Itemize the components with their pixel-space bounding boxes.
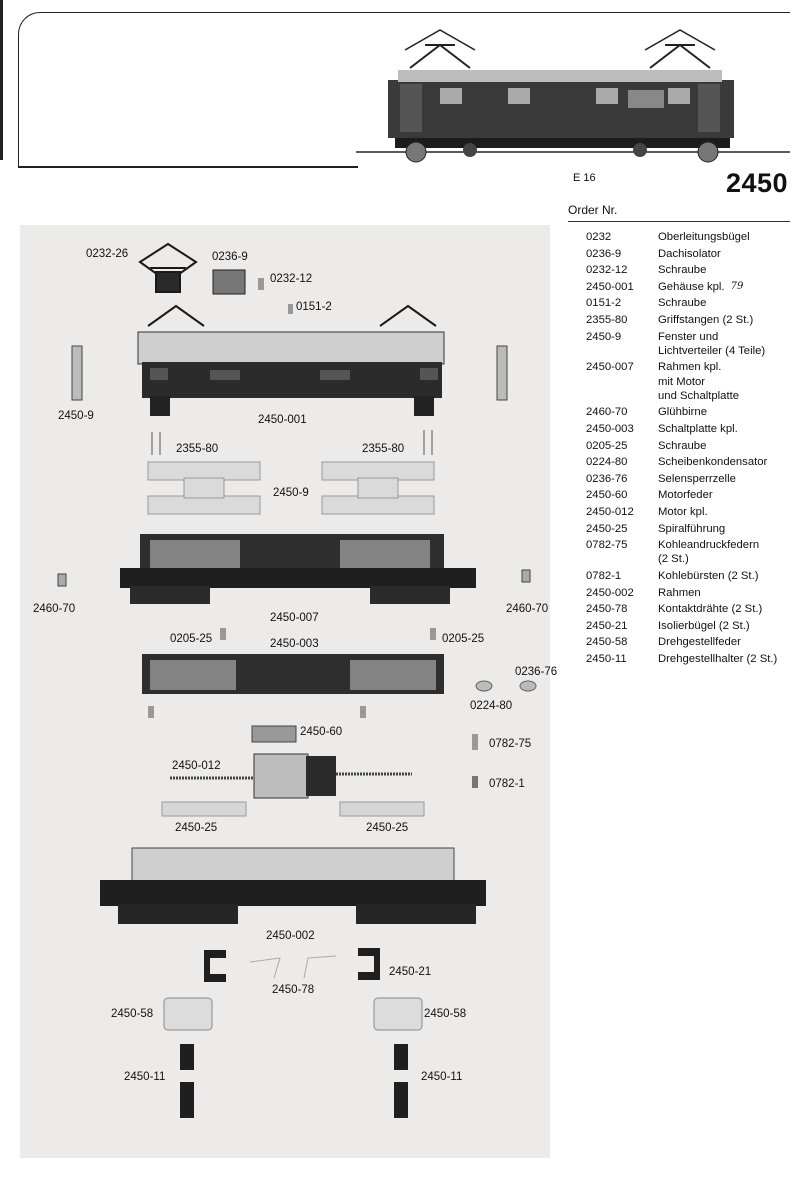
spiral-guide-part (340, 802, 424, 816)
label-2355-80: 2355-80 (176, 443, 219, 455)
label-2450-9: 2450-9 (273, 487, 309, 499)
capacitor-part (476, 681, 492, 691)
handwritten-note: 79 (730, 280, 744, 292)
circuit-board-part (142, 654, 444, 694)
part-number: 2450-002 (586, 586, 634, 599)
part-number: 2450-60 (586, 489, 628, 502)
roof-insulator-part (213, 270, 245, 294)
order-number: 2450 (726, 168, 789, 198)
screw-part (288, 304, 293, 314)
label-0232-26: 0232-26 (86, 248, 129, 260)
part-description: Scheibenkondensator (658, 456, 768, 469)
part-description: Griffstangen (2 St.) (658, 313, 754, 326)
screw-part (148, 706, 154, 718)
part-description: Fenster und Lichtverteiler (4 Teile) (658, 330, 766, 357)
label-0205-25: 0205-25 (170, 633, 213, 645)
part-description: Rahmen (658, 586, 701, 599)
part-description: Schraube (658, 439, 707, 452)
part-number: 0782-1 (586, 569, 622, 582)
brush-spring-part (472, 734, 478, 750)
pantograph-part (140, 244, 196, 292)
label-2460-70: 2460-70 (33, 603, 76, 615)
label-0236-76: 0236-76 (515, 666, 558, 678)
part-number: 0232 (586, 231, 612, 243)
part-number: 2450-9 (586, 330, 622, 343)
part-number: 2450-11 (586, 652, 627, 665)
part-description: Oberleitungsbügel (658, 231, 750, 243)
rectifier-part (520, 681, 536, 691)
part-description: Isolierbügel (2 St.) (658, 619, 750, 632)
label-2450-11: 2450-11 (124, 1071, 166, 1083)
label-2450-012: 2450-012 (172, 760, 221, 772)
part-description: Motorfeder (658, 489, 713, 502)
bogie-holder-part (180, 1044, 408, 1118)
motor-spring-part (252, 726, 296, 742)
part-number: 2450-001 (586, 280, 634, 293)
label-2450-9: 2450-9 (58, 410, 94, 422)
label-0151-2: 0151-2 (296, 301, 332, 313)
label-0782-75: 0782-75 (489, 738, 532, 750)
part-number: 0236-9 (586, 247, 622, 260)
part-description: Dachisolator (658, 247, 721, 260)
part-description: Spiralführung (658, 522, 726, 535)
part-description: Gehäuse kpl. (658, 280, 725, 293)
label-2450-002: 2450-002 (266, 930, 315, 942)
screw-part (258, 278, 264, 290)
label-2450-58: 2450-58 (424, 1008, 467, 1020)
part-description: Selensperrzelle (658, 472, 736, 485)
part-description: Glühbirne (658, 406, 707, 419)
window-insert-part (497, 346, 507, 400)
label-0782-1: 0782-1 (489, 778, 525, 790)
label-2450-58: 2450-58 (111, 1008, 154, 1020)
bogie-spring-part (164, 998, 212, 1030)
contact-wire-part (250, 956, 336, 978)
insulator-bracket-part (204, 948, 380, 982)
part-description: Rahmen kpl. mit Motor und Schaltplatte (658, 361, 740, 402)
part-number: 2450-78 (586, 603, 628, 616)
part-description: Kontaktdrähte (2 St.) (658, 603, 763, 616)
part-number: 0236-76 (586, 472, 628, 485)
window-insert-part (72, 346, 82, 400)
part-description: Drehgestellfeder (658, 636, 741, 649)
brush-part (472, 776, 478, 788)
label-2450-11: 2450-11 (421, 1071, 463, 1083)
part-description: Schraube (658, 264, 707, 277)
housing-part (138, 306, 444, 416)
bulb-part (58, 574, 66, 586)
label-0236-9: 0236-9 (212, 251, 248, 263)
screw-part (360, 706, 366, 718)
part-number: 0224-80 (586, 456, 628, 469)
part-number: 0205-25 (586, 439, 628, 452)
part-number: 2450-21 (586, 619, 628, 632)
frame-with-motor-part (120, 534, 476, 604)
label-2450-25: 2450-25 (175, 822, 218, 834)
label-2450-25: 2450-25 (366, 822, 409, 834)
main-frame-part (100, 848, 486, 924)
label-0224-80: 0224-80 (470, 700, 513, 712)
label-2460-70: 2460-70 (506, 603, 549, 615)
spiral-guide-part (162, 802, 246, 816)
label-0232-12: 0232-12 (270, 273, 313, 285)
part-number: 2450-58 (586, 636, 628, 649)
bogie-spring-part (374, 998, 422, 1030)
bulb-part (522, 570, 530, 582)
part-description: Schaltplatte kpl. (658, 422, 738, 435)
label-2450-60: 2450-60 (300, 726, 343, 738)
part-number: 2450-25 (586, 522, 628, 535)
label-0205-25: 0205-25 (442, 633, 485, 645)
label-2355-80: 2355-80 (362, 443, 405, 455)
part-number: 2460-70 (586, 406, 628, 419)
part-number: 0782-75 (586, 539, 628, 552)
part-description: Kohleandruckfedern (2 St.) (658, 539, 760, 566)
part-number: 2450-007 (586, 361, 634, 374)
screw-part (220, 628, 226, 640)
part-number: 2355-80 (586, 313, 628, 326)
part-number: 2450-003 (586, 422, 634, 435)
part-description: Schraube (658, 297, 707, 310)
part-number: 0232-12 (586, 264, 628, 277)
part-description: Kohlebürsten (2 St.) (658, 569, 759, 582)
screw-part (430, 628, 436, 640)
order-heading: Order Nr. (568, 203, 618, 217)
label-2450-78: 2450-78 (272, 984, 315, 996)
part-description: Motor kpl. (658, 505, 708, 518)
part-number: 2450-012 (586, 505, 634, 518)
label-2450-001: 2450-001 (258, 414, 307, 426)
model-name: E 16 (573, 172, 596, 184)
part-description: Drehgestellhalter (2 St.) (658, 652, 778, 665)
label-2450-003: 2450-003 (270, 638, 319, 650)
label-2450-007: 2450-007 (270, 612, 319, 624)
label-2450-21: 2450-21 (389, 966, 432, 978)
part-number: 0151-2 (586, 297, 622, 310)
